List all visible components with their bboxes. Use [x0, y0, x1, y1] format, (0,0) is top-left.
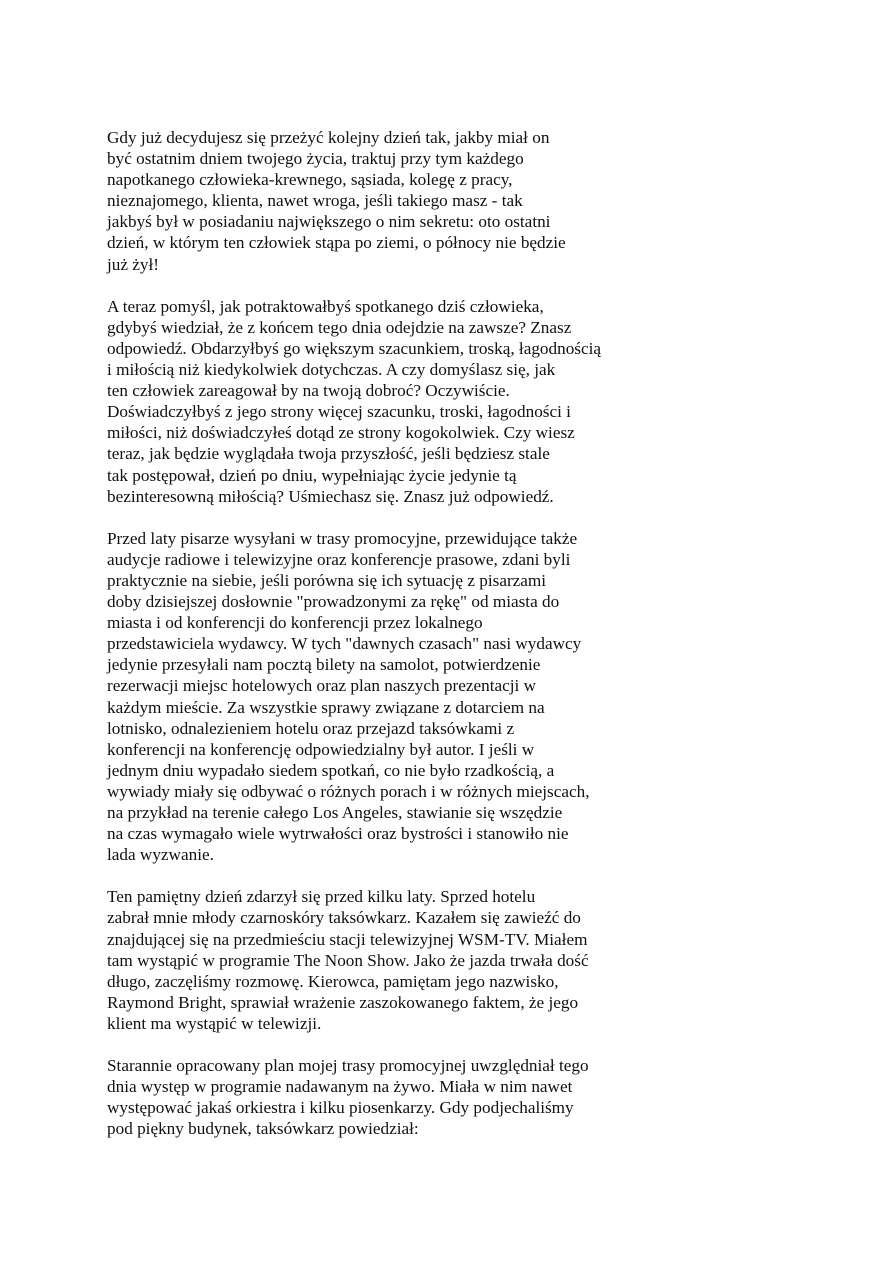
text-line: miasta i od konferencji do konferencji przez lokalnego — [107, 613, 483, 633]
text-line: nieznajomego, klienta, nawet wroga, jeśli takiego masz - tak — [107, 191, 523, 211]
text-line: być ostatnim dniem twojego życia, traktuj przy tym każdego — [107, 149, 524, 169]
text-line: każdym mieście. Za wszystkie sprawy związane z dotarciem na — [107, 697, 545, 717]
text-line: jakbyś był w posiadaniu największego o nim sekretu: oto ostatni — [107, 212, 551, 232]
text-line: praktycznie na siebie, jeśli porówna się ich sytuację z pisarzami — [107, 570, 547, 590]
paragraph-1 — [107, 127, 667, 275]
text-line: jednym dniu wypadało siedem spotkań, co nie było rzadkością, a — [107, 760, 555, 780]
text-line: bezinteresowną miłością? Uśmiechasz się. Znasz już odpowiedź. — [107, 486, 554, 506]
document-body — [107, 127, 667, 1161]
text-line: długo, zaczęliśmy rozmowę. Kierowca, pamiętam jego nazwisko, — [107, 971, 559, 991]
paragraph-4 — [107, 886, 667, 1034]
text-line: audycje radiowe i telewizyjne oraz konferencje prasowe, zdani byli — [107, 549, 571, 569]
text-line: znajdującej się na przedmieściu stacji telewizyjnej WSM-TV. Miałem — [107, 929, 588, 949]
text-line: Przed laty pisarze wysyłani w trasy promocyjne, przewidujące także — [107, 528, 578, 548]
text-line: Starannie opracowany plan mojej trasy promocyjnej uwzględniał tego — [107, 1056, 589, 1076]
text-line: tam wystąpić w programie The Noon Show. Jako że jazda trwała dość — [107, 950, 589, 970]
text-line: ten człowiek zareagował by na twoją dobroć? Oczywiście. — [107, 381, 510, 401]
text-line: tak postępował, dzień po dniu, wypełniając życie jedynie tą — [107, 465, 517, 485]
text-line: Doświadczyłbyś z jego strony więcej szacunku, troski, łagodności i — [107, 402, 571, 422]
text-line: odpowiedź. Obdarzyłbyś go większym szacunkiem, troską, łagodnością — [107, 338, 602, 358]
text-line: teraz, jak będzie wyglądała twoja przyszłość, jeśli będziesz stale — [107, 444, 550, 464]
paragraph-5 — [107, 1055, 667, 1139]
text-line: i miłością niż kiedykolwiek dotychczas. A czy domyślasz się, jak — [107, 360, 556, 380]
text-line: jedynie przesyłali nam pocztą bilety na samolot, potwierdzenie — [107, 655, 541, 675]
text-line: miłości, niż doświadczyłeś dotąd ze strony kogokolwiek. Czy wiesz — [107, 423, 575, 443]
text-line: Raymond Bright, sprawiał wrażenie zaszokowanego faktem, że jego — [107, 992, 579, 1012]
text-line: lada wyzwanie. — [107, 845, 214, 865]
text-line: klient ma wystąpić w telewizji. — [107, 1013, 322, 1033]
text-line: wywiady miały się odbywać o różnych porach i w różnych miejscach, — [107, 781, 590, 801]
paragraph-3 — [107, 528, 667, 866]
text-line: pod piękny budynek, taksówkarz powiedział: — [107, 1119, 419, 1139]
text-line: przedstawiciela wydawcy. W tych "dawnych czasach" nasi wydawcy — [107, 634, 582, 654]
text-line: lotnisko, odnalezieniem hotelu oraz przejazd taksówkami z — [107, 718, 515, 738]
text-line: zabrał mnie młody czarnoskóry taksówkarz. Kazałem się zawieźć do — [107, 908, 581, 928]
text-line: rezerwacji miejsc hotelowych oraz plan naszych prezentacji w — [107, 676, 536, 696]
text-line: napotkanego człowieka-krewnego, sąsiada, kolegę z pracy, — [107, 170, 513, 190]
text-line: występować jakaś orkiestra i kilku piosenkarzy. Gdy podjechaliśmy — [107, 1098, 574, 1118]
paragraph-2 — [107, 296, 667, 507]
text-line: na czas wymagało wiele wytrwałości oraz bystrości i stanowiło nie — [107, 824, 569, 844]
text-line: już żył! — [107, 254, 160, 274]
text-line: dnia występ w programie nadawanym na żywo. Miała w nim nawet — [107, 1077, 573, 1097]
text-line: Gdy już decydujesz się przeżyć kolejny dzień tak, jakby miał on — [107, 128, 550, 147]
text-line: doby dzisiejszej dosłownie "prowadzonymi za rękę" od miasta do — [107, 592, 560, 612]
text-line: A teraz pomyśl, jak potraktowałbyś spotkanego dziś człowieka, — [107, 296, 544, 316]
text-line: na przykład na terenie całego Los Angeles, stawianie się wszędzie — [107, 803, 563, 822]
text-line: konferencji na konferencję odpowiedzialny był autor. I jeśli w — [107, 739, 535, 759]
text-line: dzień, w którym ten człowiek stąpa po ziemi, o północy nie będzie — [107, 233, 566, 253]
text-line: gdybyś wiedział, że z końcem tego dnia odejdzie na zawsze? Znasz — [107, 317, 572, 337]
text-line: Ten pamiętny dzień zdarzył się przed kilku laty. Sprzed hotelu — [107, 887, 536, 907]
